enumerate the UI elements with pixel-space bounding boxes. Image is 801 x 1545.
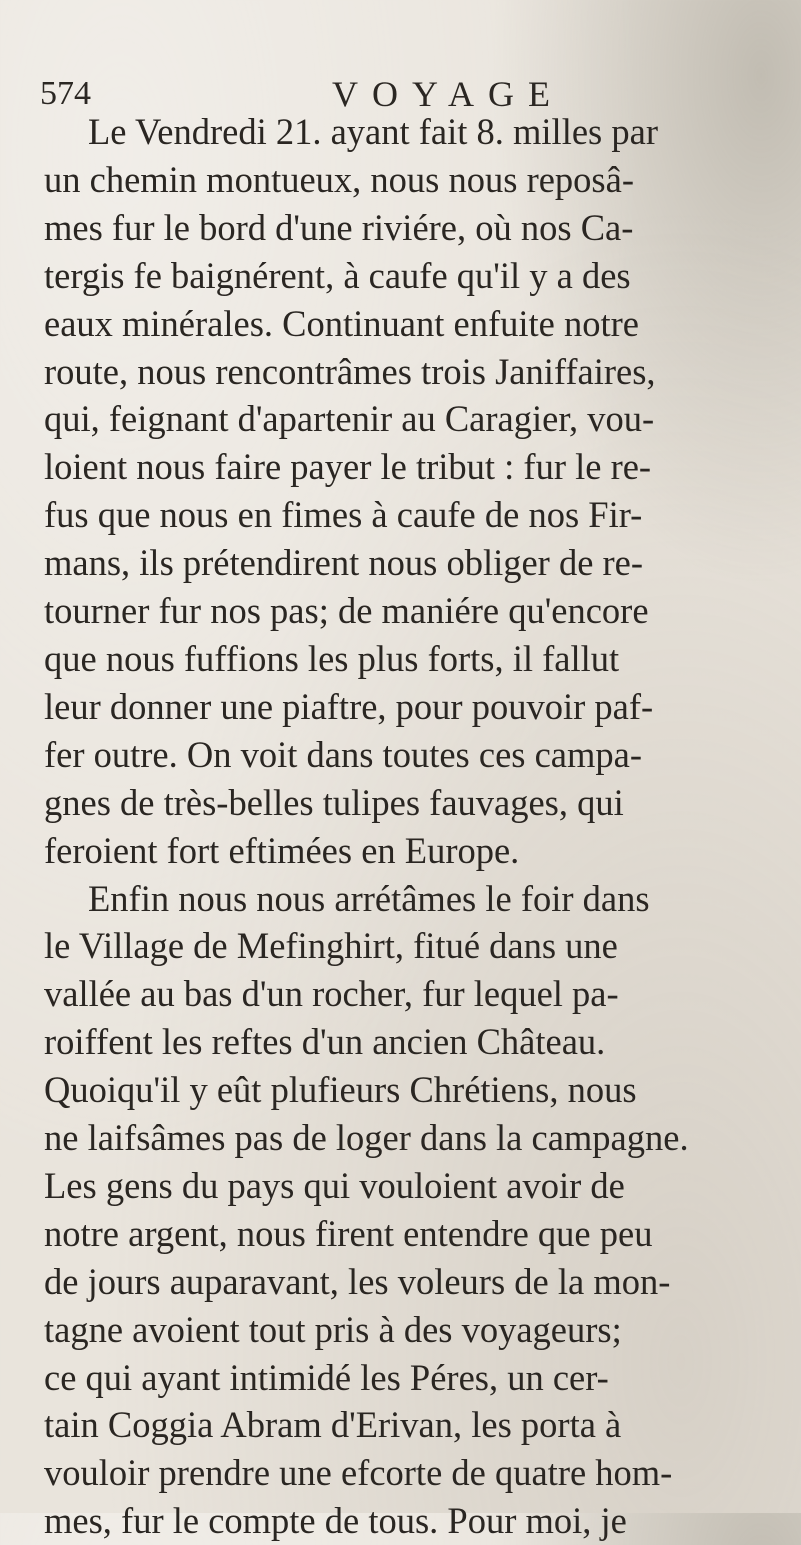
text-line: fus que nous en fimes à caufe de nos Fir- (44, 494, 643, 536)
text-line: mes fur le bord d'une riviére, où nos Ca- (44, 206, 634, 248)
text-line: leur donner une piaftre, pour pouvoir paf- (44, 685, 654, 727)
text-line: Le Vendredi 21. ayant fait 8. milles par (88, 111, 658, 152)
text-line: Enfin nous nous arrétâmes le foir dans (88, 877, 650, 919)
text-line: que nous fuffions les plus forts, il fallut (44, 637, 620, 679)
text-line: ce qui ayant intimidé les Péres, un cer- (44, 1356, 609, 1398)
text-line: route, nous rencontrâmes trois Janiffaires, (44, 350, 656, 392)
body-text (44, 108, 801, 1545)
text-line: loient nous faire payer le tribut : fur le re- (44, 446, 652, 488)
text-line: tain Coggia Abram d'Erivan, les porta à (44, 1404, 622, 1446)
text-line: roiffent les reftes d'un ancien Château. (44, 1021, 606, 1063)
text-line: fer outre. On voit dans toutes ces campa- (44, 733, 642, 775)
text-line: le Village de Mefinghirt, fitué dans une (44, 925, 618, 967)
text-line: gnes de très-belles tulipes fauvages, qui (44, 781, 624, 823)
text-line: Les gens du pays qui vouloient avoir de (44, 1164, 625, 1206)
text-line: tourner fur nos pas; de maniére qu'encore (44, 590, 649, 632)
text-line: eaux minérales. Continuant enfuite notre (44, 302, 639, 344)
text-line: ne laifsâmes pas de loger dans la campagne. (44, 1117, 689, 1159)
text-line: mes, fur le compte de tous. Pour moi, je (44, 1500, 627, 1542)
text-line: notre argent, nous firent entendre que peu (44, 1212, 653, 1254)
text-line: vouloir prendre une efcorte de quatre hom- (44, 1452, 673, 1494)
text-line: un chemin montueux, nous nous reposâ- (44, 158, 634, 200)
text-line: tagne avoient tout pris à des voyageurs; (44, 1308, 622, 1350)
page-number: 574 (40, 75, 91, 112)
text-line: tergis fe baignérent, à caufe qu'il y a des (44, 254, 631, 296)
text-line: Quoiqu'il y eût plufieurs Chrétiens, nous (44, 1069, 637, 1111)
text-line: mans, ils prétendirent nous obliger de re- (44, 542, 644, 584)
text-line: de jours auparavant, les voleurs de la mon- (44, 1260, 671, 1302)
text-line: qui, feignant d'apartenir au Caragier, vou- (44, 398, 655, 440)
text-line: feroient fort eftimées en Europe. (44, 829, 520, 871)
running-title: VOYAGE (332, 74, 564, 114)
text-line: vallée au bas d'un rocher, fur lequel pa- (44, 973, 619, 1015)
